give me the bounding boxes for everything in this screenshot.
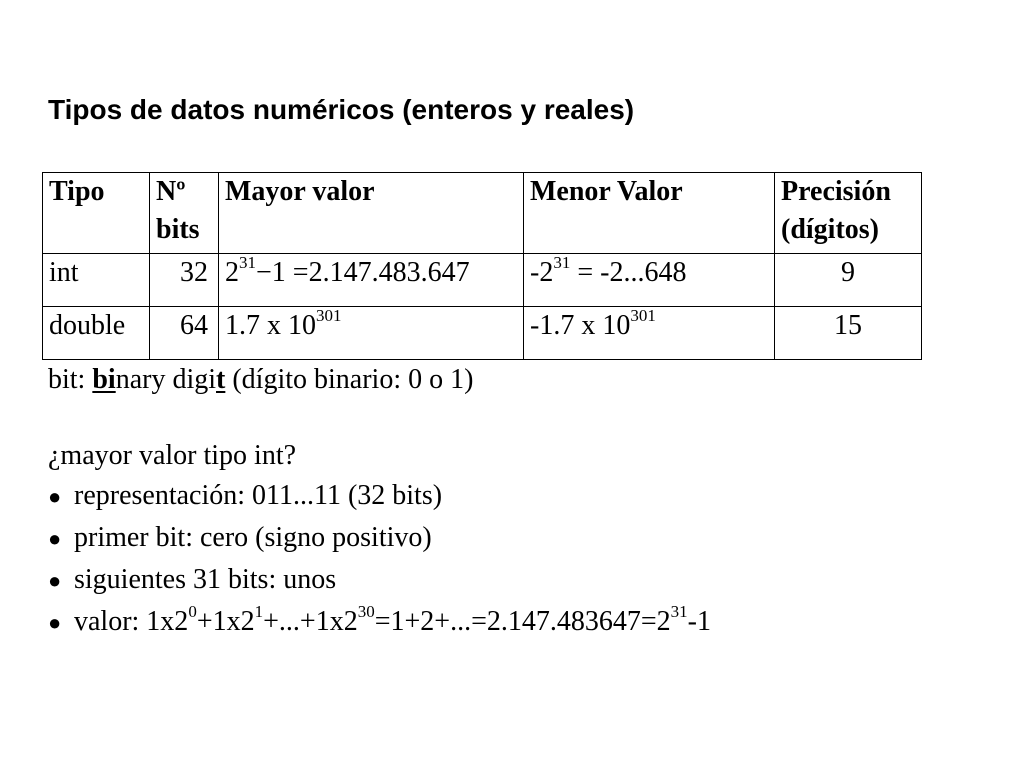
cell-bits: 32 bbox=[150, 254, 219, 307]
bit-definition bbox=[48, 362, 473, 398]
header-bits-line1: Nº bbox=[156, 176, 186, 207]
menor-base: -1.7 x 10 bbox=[530, 310, 631, 341]
cell-precision: 9 bbox=[775, 254, 922, 307]
header-precision-line2: (dígitos) bbox=[781, 214, 879, 245]
cell-bits: 64 bbox=[150, 307, 219, 360]
cell-menor bbox=[524, 307, 775, 360]
mayor-base: 2 bbox=[225, 257, 239, 288]
cell-menor bbox=[524, 254, 775, 307]
bullet-icon: ● bbox=[48, 610, 62, 635]
question-heading: ¿mayor valor tipo int? bbox=[48, 440, 297, 471]
cell-mayor bbox=[219, 254, 524, 307]
cell-mayor bbox=[219, 307, 524, 360]
header-precision-line1: Precisión bbox=[781, 176, 891, 207]
bullet-text: siguientes 31 bits: unos bbox=[74, 564, 337, 595]
bullet-icon: ● bbox=[48, 568, 62, 593]
bullet-text: representación: 011...11 (32 bits) bbox=[74, 480, 443, 511]
cell-tipo: double bbox=[43, 307, 150, 360]
header-menor-valor: Menor Valor bbox=[524, 173, 775, 254]
bit-mid: nary digi bbox=[115, 364, 217, 395]
bullet-icon: ● bbox=[48, 484, 62, 509]
value-t2: +1x2 bbox=[196, 606, 255, 637]
menor-exponent: 301 bbox=[630, 306, 656, 325]
bit-prefix: bit: bbox=[48, 364, 93, 395]
value-exp-0: 0 bbox=[188, 602, 197, 621]
menor-base: -2 bbox=[530, 257, 554, 288]
table-row bbox=[43, 307, 922, 360]
table-header-row bbox=[43, 173, 922, 254]
header-tipo: Tipo bbox=[43, 173, 150, 254]
value-t5: -1 bbox=[687, 606, 711, 637]
header-bits-line2: bits bbox=[156, 214, 200, 245]
bullet-text: primer bit: cero (signo positivo) bbox=[74, 522, 432, 553]
list-item bbox=[48, 562, 711, 604]
value-t3: +...+1x2 bbox=[263, 606, 358, 637]
mayor-exponent: 301 bbox=[316, 306, 342, 325]
bit-suffix: (dígito binario: 0 o 1) bbox=[225, 364, 474, 395]
menor-exponent: 31 bbox=[553, 253, 571, 272]
slide-title: Tipos de datos numéricos (enteros y reales) bbox=[48, 94, 635, 125]
value-exp-30: 30 bbox=[357, 602, 375, 621]
table-row bbox=[43, 254, 922, 307]
cell-precision: 15 bbox=[775, 307, 922, 360]
bullet-icon: ● bbox=[48, 526, 62, 551]
list-item bbox=[48, 604, 711, 646]
cell-tipo: int bbox=[43, 254, 150, 307]
value-exp-31: 31 bbox=[670, 602, 688, 621]
bullet-list bbox=[48, 478, 711, 646]
header-mayor-valor: Mayor valor bbox=[219, 173, 524, 254]
bit-underline-bi: bi bbox=[92, 364, 116, 395]
list-item bbox=[48, 520, 711, 562]
numeric-types-table bbox=[42, 172, 922, 360]
value-t4: =1+2+...=2.147.483647=2 bbox=[374, 606, 671, 637]
mayor-base: 1.7 x 10 bbox=[225, 310, 316, 341]
bit-underline-t: t bbox=[216, 364, 226, 395]
menor-rest: = -2...648 bbox=[570, 257, 687, 288]
mayor-rest: −1 =2.147.483.647 bbox=[256, 257, 470, 288]
mayor-exponent: 31 bbox=[239, 253, 256, 272]
value-t1: valor: 1x2 bbox=[74, 606, 189, 637]
header-bits bbox=[150, 173, 219, 254]
list-item bbox=[48, 478, 711, 520]
value-exp-1: 1 bbox=[254, 602, 264, 621]
header-precision bbox=[775, 173, 922, 254]
